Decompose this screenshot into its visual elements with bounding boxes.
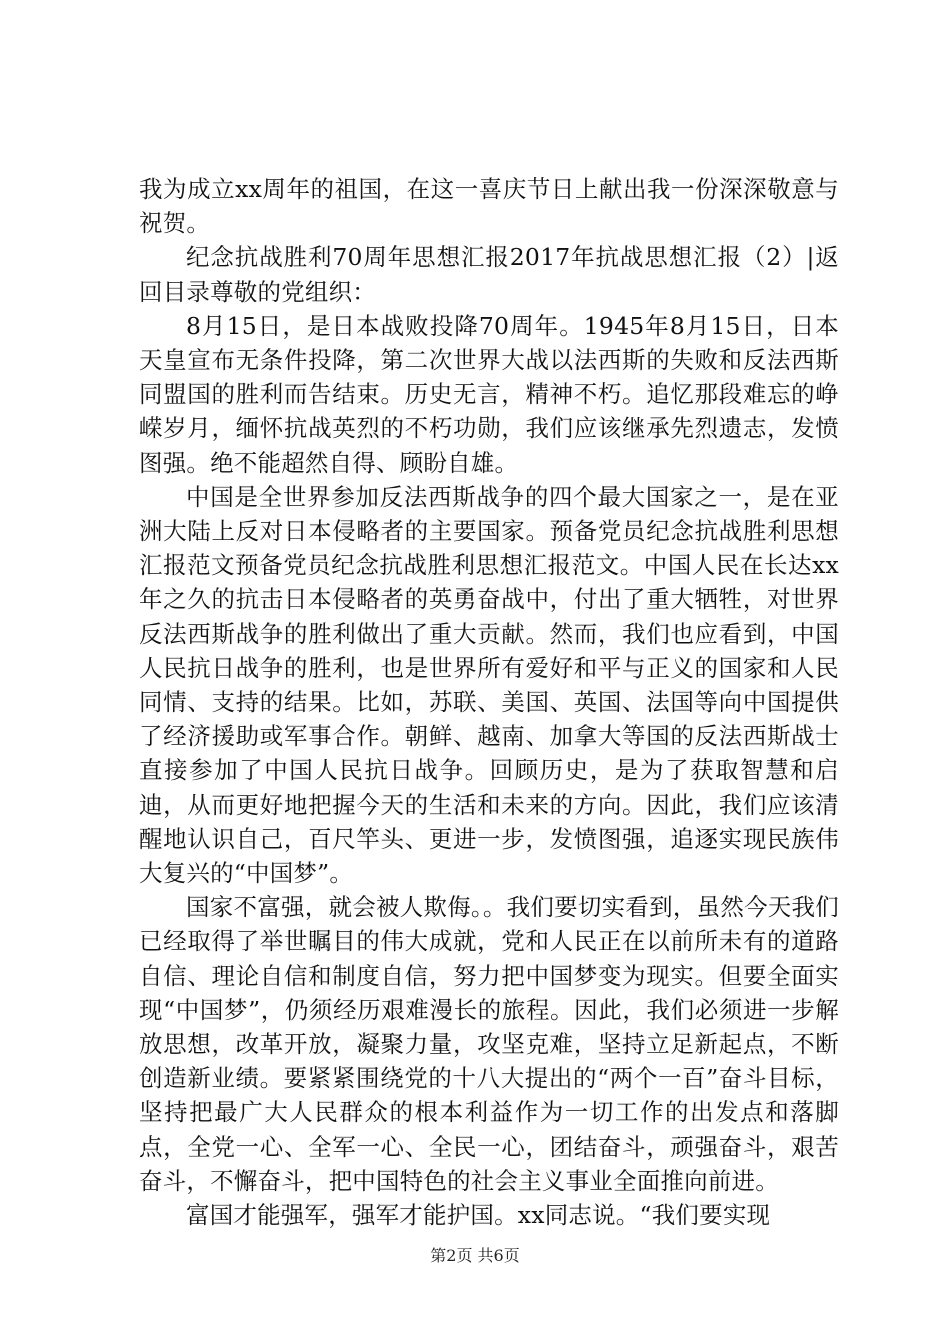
section-heading: 纪念抗战胜利70周年思想汇报2017年抗战思想汇报（2）|返回目录尊敬的党组织： (139, 243, 839, 306)
paragraph-continuation: 我为成立xx周年的祖国，在这一喜庆节日上献出我一份深深敬意与祝贺。 (139, 175, 839, 238)
page-number-footer: 第2页 共6页 (430, 1246, 520, 1265)
paragraph-china-role: 中国是全世界参加反法西斯战争的四个最大国家之一，是在亚洲大陆上反对日本侵略者的主要国家。预备党员纪念抗战胜利思想汇报范文预备党员纪念抗战胜利思想汇报范文。中国人民在长达xx年之久的抗击日本侵略者的英勇奋战中，付出了重大牺牲，对世界反法西斯战争的胜利做出了重大贡献。然而，我们也应看到，中国人民抗日战争的胜利，也是世界所有爱好和平与正义的国家和人民同情、支持的结果。比如，苏联、美国、英国、法国等向中国提供了经济援助或军事合作。朝鲜、越南、加拿大等国的反法西斯战士直接参加了中国人民抗日战争。回顾历史，是为了获取智慧和启迪，从而更好地把握今天的生活和未来的方向。因此，我们应该清醒地认识自己，百尺竿头、更进一步，发愤图强，追逐实现民族伟大复兴的“中国梦”。 (139, 482, 839, 888)
paragraph-anniversary: 8月15日，是日本战败投降70周年。1945年8月15日，日本天皇宣布无条件投降，第二次世界大战以法西斯的失败和反法西斯同盟国的胜利而告结束。历史无言，精神不朽。追忆那段难忘的峥嵘岁月，缅怀抗战英烈的不朽功勋，我们应该继承先烈遗志，发愤图强。绝不能超然自得、顾盼自雄。 (139, 311, 839, 477)
paragraph-national-strength: 国家不富强，就会被人欺侮。。我们要切实看到，虽然今天我们已经取得了举世瞩目的伟大成就，党和人民正在以前所未有的道路自信、理论自信和制度自信，努力把中国梦变为现实。但要全面实现“中国梦”，仍须经历艰难漫长的旅程。因此，我们必须进一步解放思想，改革开放，凝聚力量，攻坚克难，坚持立足新起点，不断创造新业绩。要紧紧围绕党的十八大提出的“两个一百”奋斗目标，坚持把最广大人民群众的根本利益作为一切工作的出发点和落脚点，全党一心、全军一心、全民一心，团结奋斗，顽强奋斗，艰苦奋斗，不懈奋斗，把中国特色的社会主义事业全面推向前进。 (139, 893, 839, 1195)
document-body (139, 172, 839, 1232)
paragraph-strong-military: 富国才能强军，强军才能护国。xx同志说。“我们要实现 (186, 1201, 771, 1230)
